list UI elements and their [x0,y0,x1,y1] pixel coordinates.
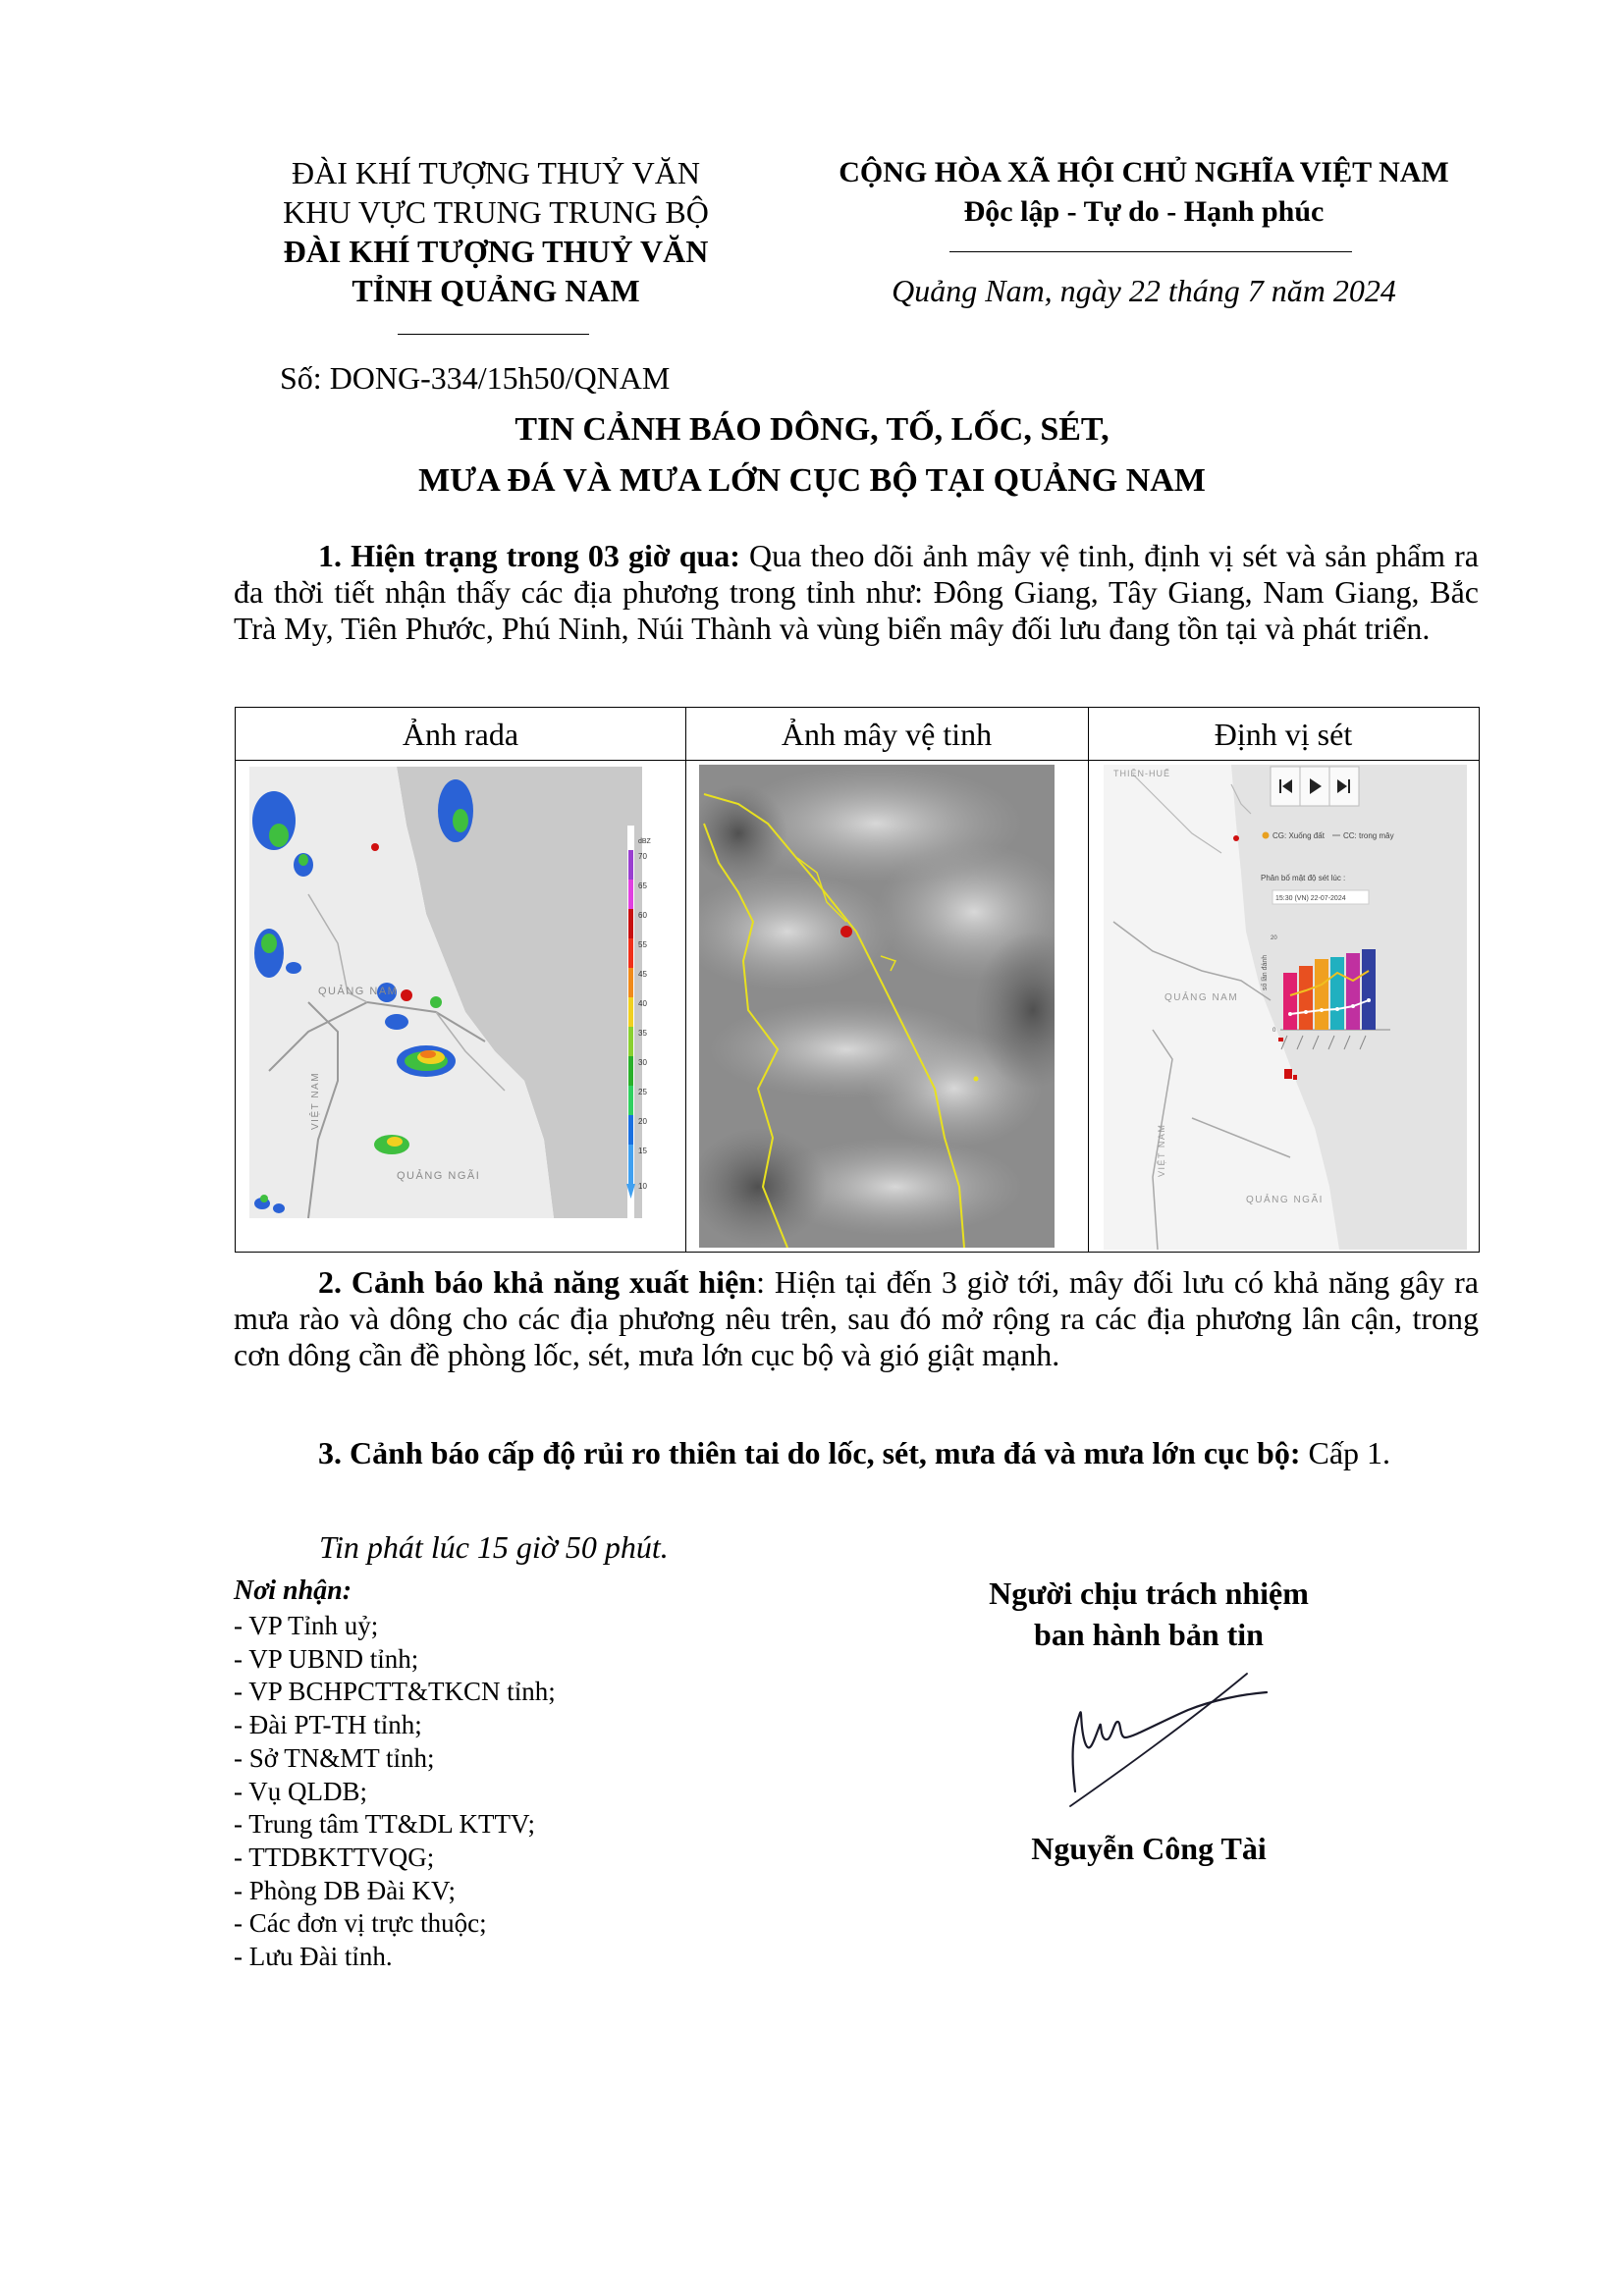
section3-text: Cấp 1. [1300,1435,1391,1470]
section1-text: Qua theo dõi ảnh mây vệ tinh, định vị sét và sản phẩm ra đa thời tiết nhận thấy các địa phương trong tỉnh như: Đông Giang, Tây Giang, Nam Giang, Bắc Trà My, Tiên Phước, Phú Ninh, Núi Thành và vùng biển mây đối lưu đang tồn tại và phát triển. [234,538,1480,646]
radar-scale-tick: 40 [638,999,647,1008]
agency-parent-line1: ĐÀI KHÍ TƯỢNG THUỶ VĂN [292,155,700,190]
recipient-item: - Phòng DB Đài KV; [234,1875,456,1905]
section-forecast [234,1264,1479,1373]
radar-scale-tick: 65 [638,881,647,890]
radar-scale-tick: 20 [638,1117,647,1126]
document-number: Số: DONG-334/15h50/QNAM [280,360,671,396]
radar-scale-unit: dBZ [638,838,651,845]
section-current-status [234,538,1479,647]
recipients-list [234,1610,556,1974]
section3-heading: 3. Cảnh báo cấp độ rủi ro thiên tai do lốc, sét, mưa đá và mưa lớn cục bộ: [318,1435,1301,1470]
national-motto [805,153,1483,232]
signature [1041,1669,1276,1816]
distribution-title: Phân bố mật độ sét lúc : [1261,874,1346,882]
recipients-title: Nơi nhận: [234,1575,352,1606]
lightning-map [1104,765,1467,1250]
radar-scale-tick: 70 [638,852,647,861]
lightning-label-province: QUẢNG NAM [1164,992,1239,1003]
signer-title [884,1573,1414,1655]
recipient-item: - Các đơn vị trực thuộc; [234,1908,487,1939]
table-header-satellite: Ảnh mây vệ tinh [685,708,1088,761]
place-date: Quảng Nam, ngày 22 tháng 7 năm 2024 [892,273,1396,308]
signer-title-line2: ban hành bản tin [1034,1617,1264,1652]
radar-label-neighbor: QUẢNG NGÃI [397,1170,481,1182]
title-line1: TIN CẢNH BÁO DÔNG, TỐ, LỐC, SÉT, [514,411,1110,448]
motto-line: Độc lập - Tự do - Hạnh phúc [963,195,1325,228]
playback-controls[interactable] [1271,767,1359,806]
signer-name: Nguyễn Công Tài [1031,1831,1267,1866]
radar-scale-tick: 25 [638,1088,647,1096]
radar-label-country: VIỆT NAM [310,1071,321,1130]
agency-name-line1: ĐÀI KHÍ TƯỢNG THUỶ VĂN [283,234,709,269]
recipient-item: - Trung tâm TT&DL KTTV; [234,1809,535,1840]
recipient-item: - Sở TN&MT tỉnh; [234,1742,435,1773]
section1-heading: 1. Hiện trạng trong 03 giờ qua: [318,538,740,573]
radar-label-province: QUẢNG NAM [318,986,399,997]
recipient-item: - VP Tỉnh uỷ; [234,1611,379,1640]
image-table [235,707,1480,1253]
radar-image [249,767,662,1248]
signer-title-line1: Người chịu trách nhiệm [989,1575,1309,1611]
legend-cg: CG: Xuống đất [1272,831,1325,840]
recipient-item: - Đài PT-TH tỉnh; [234,1710,422,1740]
motto-underline [949,251,1352,252]
distribution-y-min: 0 [1272,1028,1276,1034]
radar-scale-tick: 30 [638,1058,647,1067]
document-title [147,404,1477,507]
table-divider [1088,708,1089,1252]
recipient-item: - VP UBND tỉnh; [234,1643,419,1674]
table-header-lightning: Định vị sét [1088,708,1479,761]
section2-text: : Hiện tại đến 3 giờ tới, mây đối lưu có khả năng gây ra mưa rào và dông cho các địa phương nêu trên, sau đó mở rộng ra các địa phương lân cận, trong cơn dông cần đề phòng lốc, sét, mưa lớn cục bộ và gió giật mạnh. [234,1264,1480,1372]
distribution-y-axis: số lần đánh [1262,954,1269,990]
agency-header [236,153,756,310]
agency-name-line2: TỈNH QUẢNG NAM [352,273,640,308]
section2-heading: 2. Cảnh báo khả năng xuất hiện [318,1264,757,1300]
radar-scale-tick: 45 [638,970,647,979]
table-header-radar: Ảnh rada [236,708,685,761]
lightning-label-north: THIÊN-HUẾ [1113,769,1170,778]
table-divider [685,708,686,1252]
section-risk-level [234,1435,1479,1471]
agency-underline [398,334,589,335]
radar-scale-tick: 60 [638,911,647,920]
issued-time: Tin phát lúc 15 giờ 50 phút. [319,1529,669,1565]
recipient-item: - TTDBKTTVQG; [234,1842,435,1872]
lightning-label-country: VIỆT NAM [1157,1123,1166,1177]
satellite-image [699,765,1055,1248]
distribution-y-max: 20 [1271,935,1277,941]
recipient-item: - Vụ QLDB; [234,1776,368,1806]
title-line2: MƯA ĐÁ VÀ MƯA LỚN CỤC BỘ TẠI QUẢNG NAM [418,462,1206,499]
recipient-item: - VP BCHPCTT&TKCN tỉnh; [234,1677,556,1707]
distribution-time: 15:30 (VN) 22-07-2024 [1275,895,1346,902]
radar-scale-tick: 10 [638,1182,647,1191]
lightning-label-neighbor: QUẢNG NGÃI [1246,1195,1324,1205]
radar-scale-tick: 15 [638,1147,647,1155]
country-name: CỘNG HÒA XÃ HỘI CHỦ NGHĨA VIỆT NAM [839,156,1449,188]
legend-cc: CC: trong mây [1343,831,1394,840]
recipient-item: - Lưu Đài tỉnh. [234,1942,393,1972]
agency-parent-line2: KHU VỰC TRUNG TRUNG BỘ [283,194,709,230]
radar-scale-tick: 55 [638,940,647,949]
radar-scale-tick: 35 [638,1029,647,1038]
